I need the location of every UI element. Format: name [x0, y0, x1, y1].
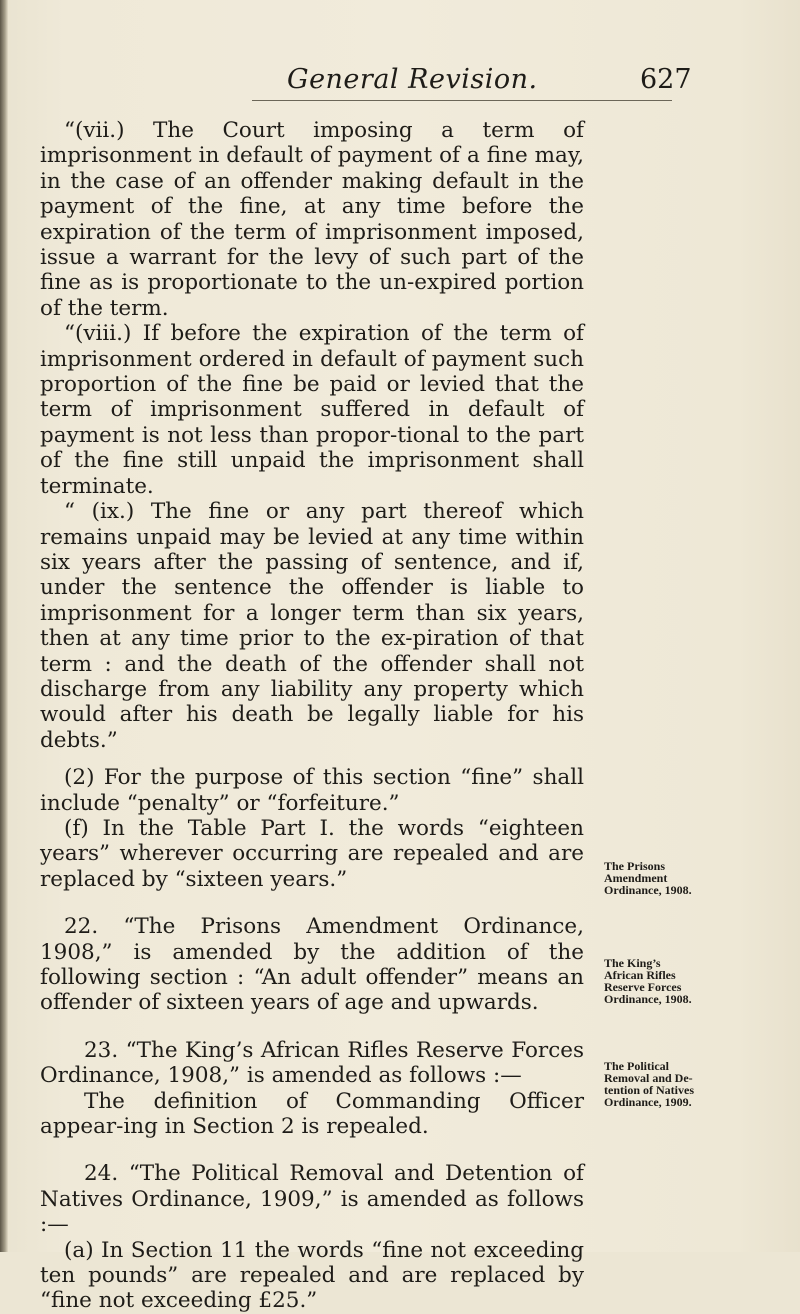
section-23: 23. “The King’s African Rifles Reserve Forces Ordinance, 1908,” is amended as follows :— [40, 1037, 584, 1089]
section-23-definition: The definition of Commanding Officer appear-ing in Section 2 is repealed. [40, 1088, 584, 1140]
paragraph-fine-definition: (2) For the purpose of this section “fine” shall include “penalty” or “forfeiture.” [40, 765, 584, 816]
paragraph-table-part-i: (f) In the Table Part I. the words “eighteen years” wherever occurring are repealed and are replaced by “sixteen years.” [40, 815, 584, 892]
paragraph-vii: “(vii.) The Court imposing a term of imprisonment in default of payment of a fine may, in the case of an offender making default in the payment of the fine, at any time before the expiration of the term of imprisonment imposed, issue a warrant for the levy of such part of the fine as is proportionate to the un-expired portion of the term. [40, 118, 584, 321]
paragraph-ix: “ (ix.) The fine or any part thereof which remains unpaid may be levied at any time within six years after the passing of sentence, and if, under the sentence the offender is liable to imprisonment for a longer term than six years, then at any time prior to the ex-piration of that term : and the death of the offender shall not discharge from any liability any property which would after his death be legally liable for his debts.” [40, 499, 584, 753]
margin-note-prisons: The Prisons Amendment Ordinance, 1908. [604, 859, 692, 897]
header-rule [252, 100, 672, 101]
section-24-a: (a) In Section 11 the words “fine not exceeding ten pounds” are repealed and are replaced by “fine not exceeding £25.” [40, 1237, 584, 1314]
book-gutter-shadow [0, 0, 8, 1252]
running-title: General Revision. [287, 64, 538, 95]
margin-note-political-removal: The Political Removal and De- tention of Natives Ordinance, 1909. [604, 1059, 694, 1109]
paragraph-viii: “(viii.) If before the expiration of the term of imprisonment ordered in default of payment such proportion of the fine be paid or levied that the term of imprisonment suffered in default of payment is not less than propor-tional to the part of the fine still unpaid the imprisonment shall terminate. [40, 321, 584, 499]
section-24: 24. “The Political Removal and Detention of Natives Ordinance, 1909,” is amended as follows :— [40, 1161, 584, 1238]
section-22: 22. “The Prisons Amendment Ordinance, 1908,” is amended by the addition of the following section : “An adult offender” means an offender of sixteen years of age and upwards. [40, 914, 584, 1016]
margin-note-kings-african-rifles: The King’s African Rifles Reserve Forces Ordinance, 1908. [604, 956, 692, 1006]
page-number: 627 [640, 64, 692, 95]
body-text [40, 118, 584, 1314]
